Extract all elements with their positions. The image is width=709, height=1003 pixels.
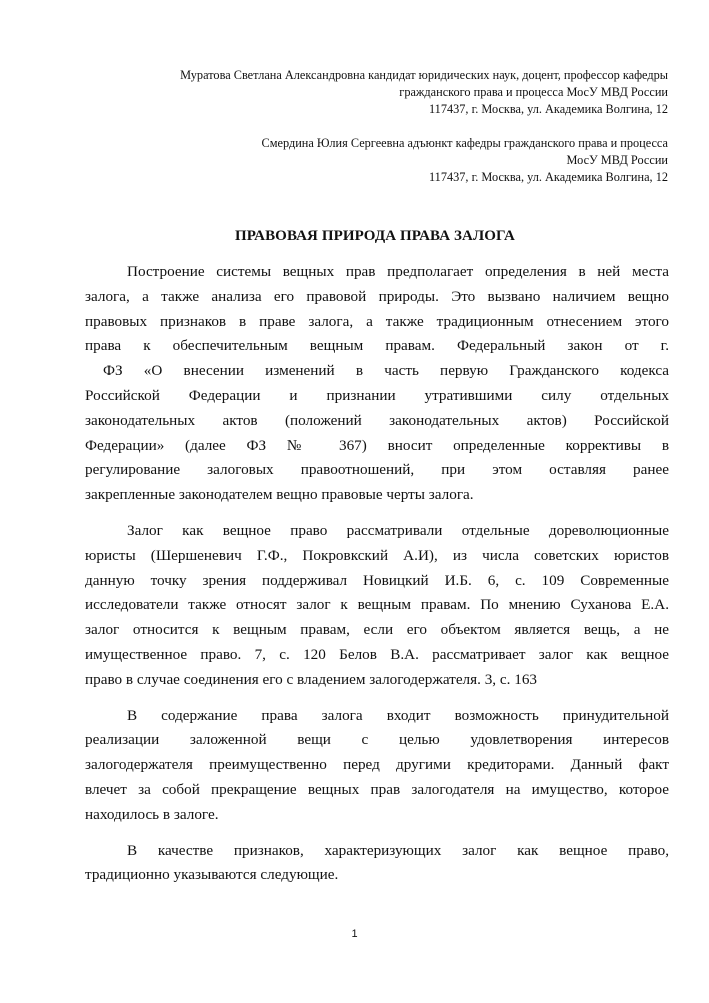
text-line: залогодержателя преимущественно перед другими кредиторами. Данный факт [85,756,669,774]
author-1-address: 117437, г. Москва, ул. Академика Волгина, 12 [428,102,668,116]
text-line: ФЗ «О внесении изменений в часть первую Гражданского кодекса [103,362,669,380]
paragraph-3 [85,704,669,828]
paragraph-1 [85,260,669,508]
author-1-line: Муратова Светлана Александровна кандидат юридических наук, доцент, профессор кафедры [180,68,668,82]
text-line: В качестве признаков, характеризующих залог как вещное право, [127,841,669,859]
page-number: 1 [351,928,358,940]
text-line: имущественное право. 7, с. 120 Белов В.А. рассматривает залог как вещное [85,645,669,663]
text-line: закрепленные законодателем вещно правовые черты залога. [85,486,474,504]
text-line: залога, а также анализа его правовой природы. Это вызвано наличием вещно [85,287,669,305]
text-line: реализации заложенной вещи с целью удовлетворения интересов [85,731,669,749]
text-line: право в случае соединения его с владением залогодержателя. 3, с. 163 [85,670,538,688]
text-line: Российской Федерации и признании утратившими силу отдельных [85,386,669,404]
text-line: регулирование залоговых правоотношений, при этом оставляя ранее [85,461,669,479]
text-line: влечет за собой прекращение вещных прав залогодателя на имущество, которое [85,780,669,798]
article-title: ПРАВОВАЯ ПРИРОДА ПРАВА ЗАЛОГА [235,228,515,244]
text-line: В содержание права залога входит возможность принудительной [127,706,669,724]
text-line: Федерации» (далее ФЗ № 367) вносит определенные коррективы в [85,436,669,454]
text-line: законодательных актов (положений законодательных актов) Российской [85,411,669,429]
text-line: данную точку зрения поддерживал Новицкий И.Б. 6, с. 109 Современные [85,571,669,589]
author-2-line: Смердина Юлия Сергеевна адъюнкт кафедры гражданского права и процесса [261,136,668,150]
author-2 [82,135,668,186]
author-1-line: гражданского права и процесса МосУ МВД России [399,85,668,99]
text-line: исследователи также относят залог к вещным правам. По мнению Суханова Е.А. [85,596,669,614]
text-line: права к обеспечительным вещным правам. Федеральный закон от г. [85,337,669,355]
text-line: правовых признаков в праве залога, а также традиционным отнесением этого [85,312,669,330]
author-2-address: 117437, г. Москва, ул. Академика Волгина, 12 [428,170,668,184]
author-affiliations [82,67,668,186]
text-line: юристы (Шершеневич Г.Ф., Покровкский А.И), из числа советских юристов [85,546,669,564]
author-1 [82,67,668,118]
paragraph-4 [85,839,669,889]
text-line: Построение системы вещных прав предполагает определения в ней места [127,263,669,280]
text-line: залог относится к вещным правам, если его объектом является вещь, а не [85,621,669,639]
article-body [85,260,669,899]
text-line: традиционно указываются следующие. [85,866,339,884]
paragraph-2 [85,519,669,693]
text-line: находилось в залоге. [85,805,219,823]
author-2-line: МосУ МВД России [566,153,668,167]
text-line: Залог как вещное право рассматривали отдельные дореволюционные [127,521,669,539]
